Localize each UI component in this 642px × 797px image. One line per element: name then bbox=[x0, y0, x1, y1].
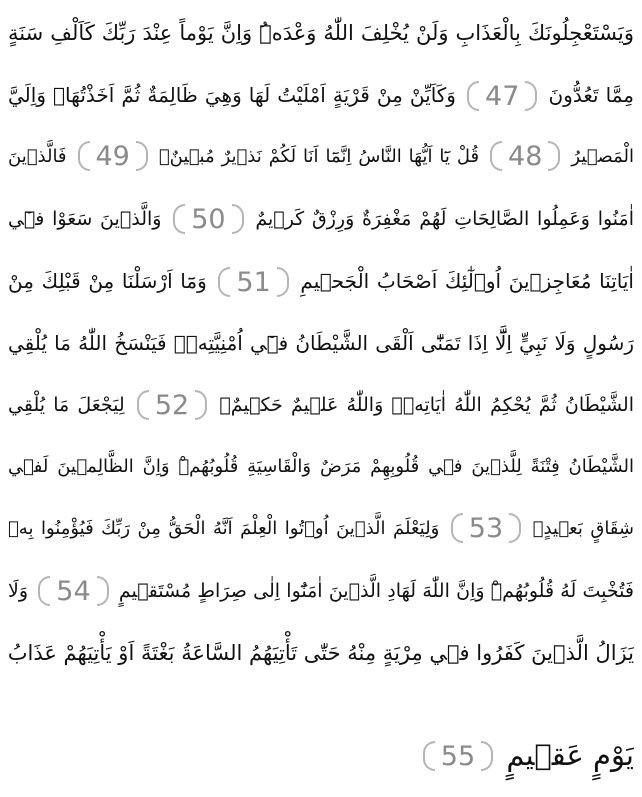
ayah-number: 54 bbox=[56, 575, 91, 607]
ayah-number: 50 bbox=[191, 203, 226, 235]
ayah-number-marker bbox=[467, 80, 537, 114]
text-line-8 bbox=[8, 437, 634, 497]
ayah-number-marker bbox=[173, 203, 243, 237]
ayah-number: 53 bbox=[468, 513, 504, 544]
verse-text: فَتُخْبِتَ لَهُ قُلُوبُهُمْۜ وَاِنَّ اللّٰهَ لَهَادِ الَّذ۪ينَ اٰمَنُٓوا اِلٰى صِرَاطٍ مُسْتَق۪يمٍ bbox=[118, 580, 634, 602]
ayah-number-marker bbox=[423, 740, 493, 774]
verse-text: وَكَاَيِّنْ مِنْ قَرْيَةٍ اَمْلَيْتُ لَهَا وَهِيَ ظَالِمَةٌ ثُمَّ اَخَذْتُهَاۚ وَاِلَيَّ bbox=[8, 83, 456, 107]
verse-text: شِقَاقٍ بَع۪يدٍۙ bbox=[532, 518, 634, 539]
ayah-number-marker bbox=[451, 512, 521, 546]
text-line-5 bbox=[8, 251, 634, 311]
verse-text: اٰيَاتِنَا مُعَاجِز۪ينَ اُو۬لٰٓئِكَ اَصْحَابُ الْجَح۪يمِ bbox=[300, 269, 634, 293]
ayah-number: 47 bbox=[485, 80, 520, 112]
verse-text: لِيَجْعَلَ مَا يُلْقِي bbox=[8, 394, 125, 416]
verse-text: الشَّيْطَانُ فِتْنَةً لِلَّذ۪ينَ ف۪ي قُلُوبِهِمْ مَرَضٌ وَالْقَاسِيَةِ قُلُوبُهُمْۜ وَاِنَّ الظَّالِم۪ينَ لَف۪ي bbox=[8, 456, 634, 477]
ayah-number: 51 bbox=[236, 266, 271, 298]
text-line-6 bbox=[8, 313, 634, 373]
text-line-7 bbox=[8, 375, 634, 435]
verse-text: وَلِيَعْلَمَ الَّذ۪ينَ اُو۫تُوا الْعِلْمَ اَنَّهُ الْحَقُّ مِنْ رَبِّكَ فَيُؤْمِنُوا بِه۪ bbox=[8, 518, 440, 539]
verse-text: وَمَٓا اَرْسَلْنَا مِنْ قَبْلِكَ مِنْ bbox=[8, 269, 207, 293]
ayah-number: 48 bbox=[508, 141, 543, 172]
verse-text: الْمَص۪يرُ bbox=[571, 146, 634, 167]
ayah-number-marker bbox=[78, 140, 148, 174]
text-line-10 bbox=[8, 561, 634, 621]
verse-text: يَوْمٍ عَق۪يمٍ bbox=[506, 738, 634, 772]
text-line-12 bbox=[8, 725, 634, 785]
text-line-1 bbox=[8, 3, 634, 63]
ayah-number: 52 bbox=[154, 389, 190, 421]
text-line-3 bbox=[8, 127, 634, 187]
verse-text: الشَّيْطَانُ ثُمَّ يُحْكِمُ اللّٰهُ اٰيَاتِه۪ۜ وَاللّٰهُ عَل۪يمٌ حَك۪يمٌۙ bbox=[219, 394, 634, 416]
verse-text: وَالَّذ۪ينَ سَعَوْا ف۪ٓي bbox=[8, 208, 162, 230]
ayah-number-marker bbox=[490, 140, 560, 174]
text-line-9 bbox=[8, 499, 634, 559]
verse-text: مِمَّا تَعُدُّونَ bbox=[548, 83, 634, 107]
verse-text: فَالَّذ۪ينَ bbox=[8, 146, 67, 167]
verse-text: وَلَا bbox=[8, 580, 29, 602]
verse-text: اٰمَنُوا وَعَمِلُوا الصَّالِحَاتِ لَهُمْ مَغْفِرَةٌ وَرِزْقٌ كَر۪يمٌ bbox=[255, 208, 634, 230]
ayah-number: 49 bbox=[95, 141, 130, 172]
verse-text: يَزَالُ الَّذ۪ينَ كَفَرُوا ف۪ي مِرْيَةٍ مِنْهُ حَتّٰى تَأْتِيَهُمُ السَّاعَةُ بَغْتَةً اَوْ يَأْتِيَهُمْ عَذَابُ bbox=[8, 641, 634, 665]
ayah-number-marker bbox=[218, 266, 288, 300]
text-line-4 bbox=[8, 189, 634, 249]
verse-text: وَيَسْتَعْجِلُونَكَ بِالْعَذَابِ وَلَنْ يُخْلِفَ اللّٰهُ وَعْدَهُۜ وَاِنَّ يَوْماً عِنْدَ رَبِّكَ كَاَلْفِ سَنَةٍ bbox=[8, 21, 634, 45]
verse-text: قُلْ يَٓا اَيُّهَا النَّاسُ اِنَّمَٓا اَنَا لَكُمْ نَذ۪يرٌ مُب۪ينٌۚ bbox=[158, 146, 480, 167]
text-line-11 bbox=[8, 623, 634, 683]
verse-text: رَسُولٍ وَلَا نَبِيٍّ اِلَّٓا اِذَا تَمَنّٰٓى اَلْقَى الشَّيْطَانُ ف۪ٓي اُمْنِيَّتِه۪ۚ فَيَنْسَخُ اللّٰهُ مَا يُلْقِي bbox=[8, 331, 634, 355]
text-line-2 bbox=[8, 65, 634, 125]
ayah-number-marker bbox=[137, 389, 207, 423]
ayah-number: 55 bbox=[440, 741, 476, 772]
ayah-number-marker bbox=[38, 575, 108, 609]
